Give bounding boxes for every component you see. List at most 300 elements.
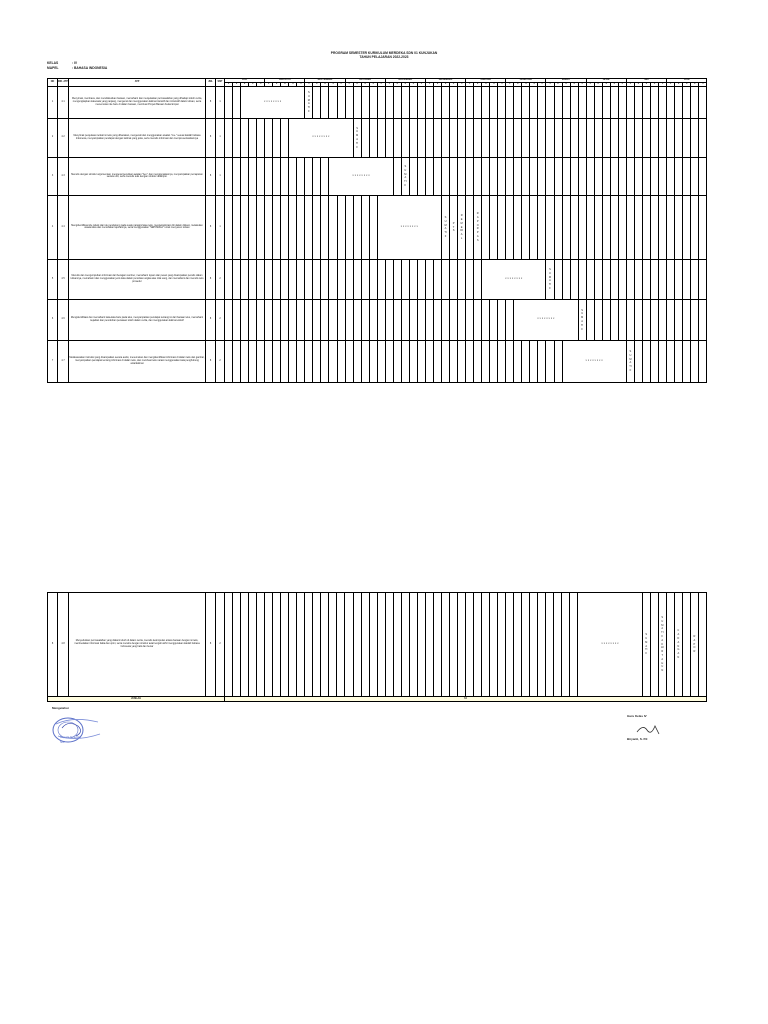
week-header: 5 (257, 83, 265, 87)
week-cell (409, 259, 417, 299)
week-cell (506, 157, 514, 195)
week-cell (385, 118, 393, 157)
row-jml: 8 (206, 340, 216, 382)
week-note: CADANGAN (677, 629, 680, 659)
week-cell (273, 195, 281, 259)
week-cell (442, 340, 450, 382)
week-cell (417, 593, 425, 697)
week-cell (675, 118, 683, 157)
week-cell (586, 299, 594, 340)
week-cell (482, 118, 490, 157)
week-header: 4 (409, 83, 417, 87)
week-cell (313, 259, 321, 299)
week-cell (546, 593, 554, 697)
week-cell (626, 195, 634, 259)
week-cell (434, 118, 442, 157)
week-cell (610, 86, 618, 118)
week-cell (474, 259, 482, 299)
week-cell (473, 593, 481, 697)
row-atp: Menyimak penjelasan terkait isi teks yang dibacakan, mengenali dan menggunakan awalan "me-" sesuai kaidah bahasa Indonesia, menyampaikan pendapat dengan kalimat yang jelas, serta menulis informasi dan mempresentasikannya (69, 118, 206, 157)
week-cell (425, 340, 433, 382)
week-cell (401, 299, 409, 340)
week-cell (281, 593, 289, 697)
week-cell (329, 593, 337, 697)
week-header: 5 (538, 83, 546, 87)
week-cell (329, 340, 337, 382)
week-cell (281, 118, 289, 157)
month-header: AGUSTUS (265, 79, 305, 83)
week-cell (345, 593, 353, 697)
week-cell (377, 593, 385, 697)
week-cell (562, 118, 570, 157)
week-note: SUMATIF (355, 126, 359, 149)
week-marks: x x x x x x x x (578, 593, 642, 697)
week-marks: x x x x x x x x (289, 118, 353, 157)
week-cell (225, 118, 233, 157)
week-cell (345, 340, 353, 382)
week-cell (482, 195, 490, 259)
week-cell (570, 259, 578, 299)
week-cell (393, 259, 401, 299)
week-cell (458, 259, 466, 299)
week-cell (450, 259, 458, 299)
week-cell (634, 299, 642, 340)
week-cell (369, 299, 377, 340)
week-cell (522, 157, 530, 195)
week-header: 1 (305, 83, 313, 87)
week-cell (281, 340, 289, 382)
week-header: 5 (458, 83, 466, 87)
week-header: 3 (281, 83, 289, 87)
week-cell (321, 86, 329, 118)
row-atp: Melaksanakan instruksi yang disampaikan secara audio, menemukan dan mengidentifikasi informasi di dalam teks dan gambar, menyampaikan pendapat tentang informasi di dalam teks, dan membuat teks narasi menggunakan kata penghubung antarkalimat (69, 340, 206, 382)
week-header: 4 (610, 83, 618, 87)
week-header: 1 (345, 83, 353, 87)
week-cell (554, 259, 562, 299)
week-cell (442, 299, 450, 340)
week-cell (465, 593, 473, 697)
week-cell (522, 86, 530, 118)
week-header: 1 (225, 83, 233, 87)
week-cell (618, 195, 626, 259)
row-smt: 2 (216, 259, 225, 299)
week-cell (538, 157, 546, 195)
week-cell (691, 86, 699, 118)
week-cell (442, 259, 450, 299)
week-cell (546, 340, 554, 382)
week-cell (329, 86, 337, 118)
week-cell (233, 593, 241, 697)
week-cell (409, 157, 417, 195)
week-note: RAPOR (693, 635, 696, 654)
row-code: 4.3 (58, 157, 69, 195)
week-cell (361, 86, 369, 118)
week-cell (337, 195, 345, 259)
row-smt: 2 (216, 593, 225, 697)
week-cell (699, 195, 707, 259)
row-code: 4.1 (58, 86, 69, 118)
week-cell (683, 195, 691, 259)
week-cell (450, 118, 458, 157)
week-cell (321, 195, 329, 259)
week-cell (225, 195, 233, 259)
week-cell (337, 86, 345, 118)
week-cell (602, 299, 610, 340)
week-cell (530, 340, 538, 382)
week-cell (241, 593, 249, 697)
week-cell (257, 195, 265, 259)
week-cell (618, 299, 626, 340)
week-note: SUMATIF (580, 308, 584, 331)
week-cell (683, 157, 691, 195)
week-cell (466, 195, 474, 259)
week-cell (393, 118, 401, 157)
week-cell (602, 195, 610, 259)
week-cell (522, 593, 530, 697)
week-cell (650, 340, 658, 382)
week-cell (409, 299, 417, 340)
week-cell (530, 195, 538, 259)
week-cell (385, 86, 393, 118)
week-note: SUMATIF (645, 633, 648, 656)
week-header: 5 (618, 83, 626, 87)
week-cell (442, 157, 450, 195)
week-cell (450, 157, 458, 195)
month-header: APRIL (586, 79, 626, 83)
month-header: OKTOBER (345, 79, 385, 83)
week-cell (691, 299, 699, 340)
week-cell (522, 340, 530, 382)
week-cell (441, 593, 449, 697)
week-header: 2 (474, 83, 482, 87)
week-cell (667, 86, 675, 118)
week-cell (337, 340, 345, 382)
teacher-title: Guru Kelas IV (627, 714, 647, 718)
table-row (48, 195, 707, 259)
week-cell (562, 593, 570, 697)
teacher-name: Biryanti, S. Pd (627, 737, 648, 741)
week-cell (634, 259, 642, 299)
week-cell (369, 86, 377, 118)
week-header: 1 (265, 83, 273, 87)
row-atp: Mengidentifikasi dan memahami kata-kata baru pada teks, menyampaikan pendapat tentang isi dari bacaan teks, memahami kejadian dan penokohan perasaan tokoh dalam cerita, dan menggunakan kalimat efektif (69, 299, 206, 340)
week-cell (602, 118, 610, 157)
week-cell (377, 259, 385, 299)
week-cell (474, 299, 482, 340)
week-cell (425, 593, 433, 697)
week-cell (602, 157, 610, 195)
week-cell (457, 593, 465, 697)
week-cell (241, 118, 249, 157)
kelas-value: : IV (72, 61, 78, 65)
row-number: 3 (48, 157, 58, 195)
program-semester-table (47, 78, 707, 383)
week-cell (297, 593, 305, 697)
week-header: 4 (450, 83, 458, 87)
week-header: 5 (337, 83, 345, 87)
table-row (48, 157, 707, 195)
week-cell (675, 299, 683, 340)
week-header: 4 (490, 83, 498, 87)
program-semester-table-continued (47, 592, 707, 702)
week-cell (353, 259, 361, 299)
week-cell (610, 195, 618, 259)
row-jml: 8 (206, 299, 216, 340)
week-cell (401, 259, 409, 299)
week-cell (425, 118, 433, 157)
week-cell (281, 157, 289, 195)
week-cell (594, 259, 602, 299)
week-cell (425, 86, 433, 118)
week-cell (546, 157, 554, 195)
week-cell (690, 593, 698, 697)
week-cell (659, 259, 667, 299)
week-cell (233, 259, 241, 299)
week-cell (257, 299, 265, 340)
week-cell (482, 299, 490, 340)
week-cell (466, 259, 474, 299)
week-cell (675, 340, 683, 382)
week-cell (466, 157, 474, 195)
row-atp: Mengidentifikasi ide pokok dan ide pendukung pada suatu paragraf atau teks, mengeksplorasi diri dalam diskusi, melakukan wawancara dan menuliskan laporannya, serta menggunakan "SEHINGGA" untuk menyusun tulisan (69, 195, 206, 259)
week-cell (514, 86, 522, 118)
school-stamp (48, 714, 102, 744)
week-cell (490, 195, 498, 259)
week-cell (257, 593, 265, 697)
week-cell (353, 118, 361, 157)
week-cell (297, 195, 305, 259)
week-cell (699, 299, 707, 340)
week-cell (506, 118, 514, 157)
week-cell (377, 299, 385, 340)
week-cell (562, 86, 570, 118)
week-cell (498, 299, 506, 340)
week-cell (265, 195, 273, 259)
week-cell (425, 259, 433, 299)
week-cell (273, 157, 281, 195)
week-cell (659, 340, 667, 382)
week-cell (417, 340, 425, 382)
week-cell (554, 593, 562, 697)
week-cell (699, 118, 707, 157)
week-cell (321, 259, 329, 299)
week-cell (554, 86, 562, 118)
week-header: 4 (650, 83, 658, 87)
week-cell (699, 340, 707, 382)
week-header: 2 (393, 83, 401, 87)
week-cell (281, 259, 289, 299)
week-cell (361, 259, 369, 299)
week-header: 3 (442, 83, 450, 87)
row-number: 8 (48, 593, 58, 697)
week-cell (691, 118, 699, 157)
week-cell (393, 593, 401, 697)
week-cell (329, 195, 337, 259)
week-cell (474, 195, 482, 259)
row-code: 4.4 (58, 195, 69, 259)
week-cell (474, 118, 482, 157)
week-cell (642, 195, 650, 259)
week-cell (241, 157, 249, 195)
row-code: 4.6 (58, 299, 69, 340)
week-cell (514, 593, 522, 697)
week-cell (498, 195, 506, 259)
week-cell (634, 118, 642, 157)
week-cell (377, 118, 385, 157)
week-cell (522, 195, 530, 259)
week-cell (393, 86, 401, 118)
week-cell (321, 593, 329, 697)
week-cell (586, 195, 594, 259)
teacher-signature (635, 722, 661, 738)
week-cell (498, 118, 506, 157)
week-note: REMEDIAL (460, 214, 463, 240)
row-smt: 1 (216, 195, 225, 259)
row-smt: 1 (216, 118, 225, 157)
week-cell (361, 299, 369, 340)
week-note: SUMATIF (629, 350, 632, 372)
week-cell (562, 259, 570, 299)
week-cell (642, 259, 650, 299)
week-header: 4 (530, 83, 538, 87)
week-cell (586, 118, 594, 157)
table-row (48, 593, 707, 697)
week-cell (305, 340, 313, 382)
week-cell (506, 340, 514, 382)
week-cell (594, 299, 602, 340)
row-number: 7 (48, 340, 58, 382)
week-cell (449, 593, 457, 697)
week-cell (225, 593, 233, 697)
week-cell (345, 195, 353, 259)
week-cell (683, 340, 691, 382)
week-cell (345, 86, 353, 118)
week-cell (393, 299, 401, 340)
row-atp: Menulis dengan struktur argumentasi, mengenal penulisan awalan "ber-" dan menggunakannya, menyampaikan pemaparan secara urut, serta menulis teks dengan struktur deskripsi. (69, 157, 206, 195)
week-cell (442, 86, 450, 118)
week-cell (610, 118, 618, 157)
week-cell (401, 86, 409, 118)
week-header: 3 (321, 83, 329, 87)
week-cell (313, 157, 321, 195)
week-header: 5 (297, 83, 305, 87)
week-cell (618, 157, 626, 195)
week-cell (554, 157, 562, 195)
week-cell (530, 118, 538, 157)
week-cell (506, 86, 514, 118)
week-cell (401, 157, 409, 195)
week-cell (417, 118, 425, 157)
month-header: MEI (626, 79, 666, 83)
week-cell (313, 593, 321, 697)
week-cell (683, 259, 691, 299)
week-cell (225, 340, 233, 382)
row-smt: 2 (216, 340, 225, 382)
month-header: JANUARI (466, 79, 506, 83)
week-header: 1 (626, 83, 634, 87)
document-title: PROGRAM SEMESTER KURIKULUM MERDEKA SDN 01 KUNJUKAN (330, 51, 438, 55)
week-cell (626, 299, 634, 340)
week-cell (699, 86, 707, 118)
week-cell (538, 86, 546, 118)
week-note: SUMATIF AKHIR TAHUN (661, 616, 664, 673)
week-cell (265, 118, 273, 157)
week-cell (393, 340, 401, 382)
week-cell (659, 195, 667, 259)
week-cell (425, 299, 433, 340)
week-marks: x x x x x x x x (562, 340, 626, 382)
table-row (48, 299, 707, 340)
week-cell (618, 118, 626, 157)
row-code: 4.7 (58, 340, 69, 382)
table-row (48, 118, 707, 157)
week-cell (618, 259, 626, 299)
week-header: 4 (289, 83, 297, 87)
week-header: 5 (417, 83, 425, 87)
week-cell (305, 299, 313, 340)
week-cell (554, 195, 562, 259)
week-header: 1 (466, 83, 474, 87)
week-cell (409, 340, 417, 382)
month-header: JULI (225, 79, 265, 83)
week-cell (514, 340, 522, 382)
week-cell (546, 195, 554, 259)
row-number: 1 (48, 86, 58, 118)
week-cell (546, 86, 554, 118)
week-cell (417, 157, 425, 195)
week-cell (642, 118, 650, 157)
row-jml: 8 (206, 157, 216, 195)
week-cell (458, 299, 466, 340)
week-cell (602, 259, 610, 299)
week-cell (538, 593, 546, 697)
week-cell (313, 299, 321, 340)
month-header: MARET (546, 79, 586, 83)
week-cell (417, 86, 425, 118)
th-no: NO (48, 79, 58, 87)
week-cell (658, 593, 666, 697)
week-header: 1 (425, 83, 433, 87)
week-cell (241, 195, 249, 259)
week-cell (506, 299, 514, 340)
row-jml: 8 (206, 259, 216, 299)
week-cell (514, 157, 522, 195)
week-cell (434, 157, 442, 195)
week-marks: x x x x x x x x (241, 86, 305, 118)
week-cell (385, 259, 393, 299)
week-header: 4 (691, 83, 699, 87)
week-cell (578, 299, 586, 340)
summary-row (48, 697, 707, 702)
row-code: 4.5 (58, 259, 69, 299)
week-cell (353, 593, 361, 697)
week-cell (265, 340, 273, 382)
week-cell (273, 593, 281, 697)
week-cell (546, 259, 554, 299)
week-header: 3 (401, 83, 409, 87)
week-cell (273, 299, 281, 340)
week-cell (241, 340, 249, 382)
week-header: 2 (594, 83, 602, 87)
week-note: SUMATIF (548, 268, 552, 290)
week-cell (626, 86, 634, 118)
week-cell (361, 195, 369, 259)
week-cell (642, 593, 650, 697)
week-cell (329, 259, 337, 299)
month-header: FEBRUARI (506, 79, 546, 83)
acknowledgement-label: Mengetahui (52, 706, 69, 710)
week-cell (458, 118, 466, 157)
